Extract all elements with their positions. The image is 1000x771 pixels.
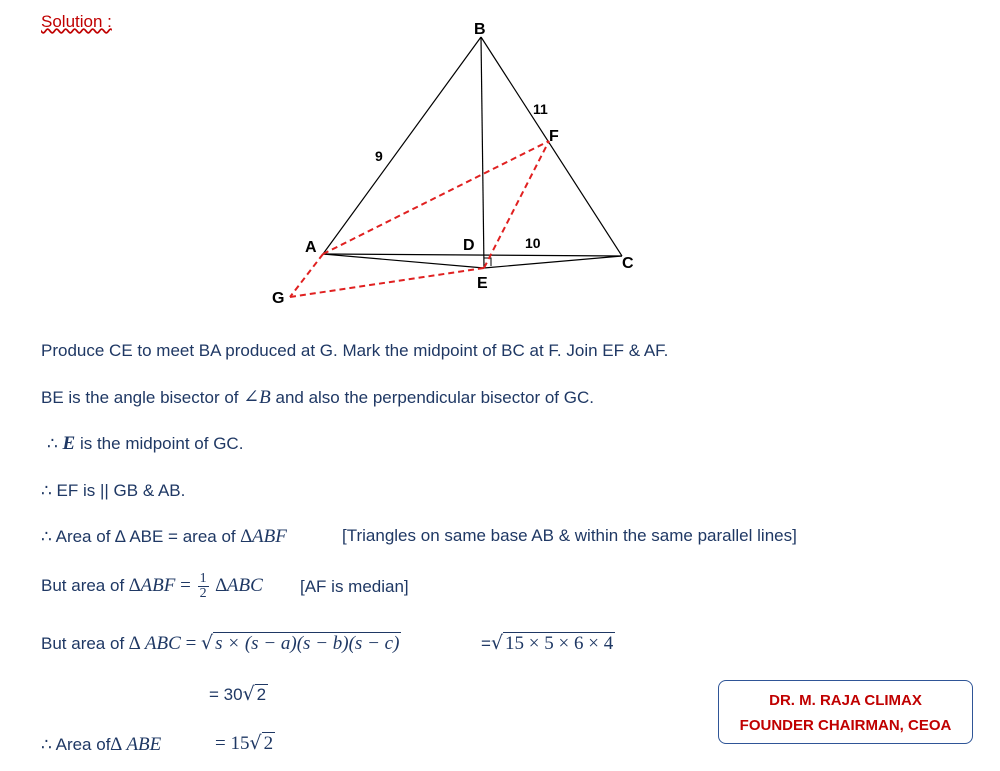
signature-name: DR. M. RAJA CLIMAX <box>769 692 922 709</box>
signature-box <box>718 680 973 744</box>
length-dc: 10 <box>525 235 541 251</box>
label-b: B <box>474 21 486 38</box>
line-8: = 30√ 2 <box>209 683 267 705</box>
triangle-figure <box>0 0 1000 320</box>
line-2: BE is the angle bisector of ∠B and also the perpendicular bisector of GC. <box>41 387 594 408</box>
dash-ag <box>290 254 323 297</box>
dash-ge <box>290 268 484 297</box>
line-9-value: = 15√ 2 <box>215 732 274 754</box>
line-1: Produce CE to meet BA produced at G. Mark the midpoint of BC at F. Join EF & AF. <box>41 341 669 360</box>
label-f: F <box>549 128 559 145</box>
line-ac <box>323 254 622 256</box>
fraction-half: $\frac{1}{2}$ <box>199 571 207 601</box>
dash-af <box>323 141 549 254</box>
length-bf: 11 <box>533 101 548 117</box>
line-9: ∴ Area of∆ ABE <box>41 734 162 755</box>
line-4: ∴ EF is || GB & AB. <box>41 481 186 500</box>
line-6: But area of ∆ABF = $\frac{1}{2}$ ∆ABC <box>41 571 263 601</box>
signature-role: FOUNDER CHAIRMAN, CEOA <box>739 717 952 734</box>
label-c: C <box>622 255 634 272</box>
line-3: ∴ E is the midpoint of GC. <box>47 433 244 454</box>
label-d: D <box>463 237 475 254</box>
length-ab: 9 <box>375 148 383 164</box>
label-e: E <box>477 275 488 292</box>
line-6-note: [AF is median] <box>300 577 409 596</box>
line-7-value: =√ 15 × 5 × 6 × 4 <box>481 632 614 654</box>
line-5: ∴ Area of ∆ ABE = area of ∆ABF <box>41 526 287 547</box>
line-5-note: [Triangles on same base AB & within the same parallel lines] <box>342 526 797 545</box>
line-ec <box>484 256 622 268</box>
line-bc <box>481 37 622 256</box>
line-7: But area of ∆ ABC = √ s × (s − a)(s − b)(s − c) <box>41 632 400 654</box>
label-g: G <box>272 290 285 307</box>
label-a: A <box>305 239 317 256</box>
solution-title: Solution : <box>41 12 112 31</box>
line-ae <box>323 254 484 268</box>
line-be <box>481 37 484 268</box>
line-ab <box>323 37 481 254</box>
